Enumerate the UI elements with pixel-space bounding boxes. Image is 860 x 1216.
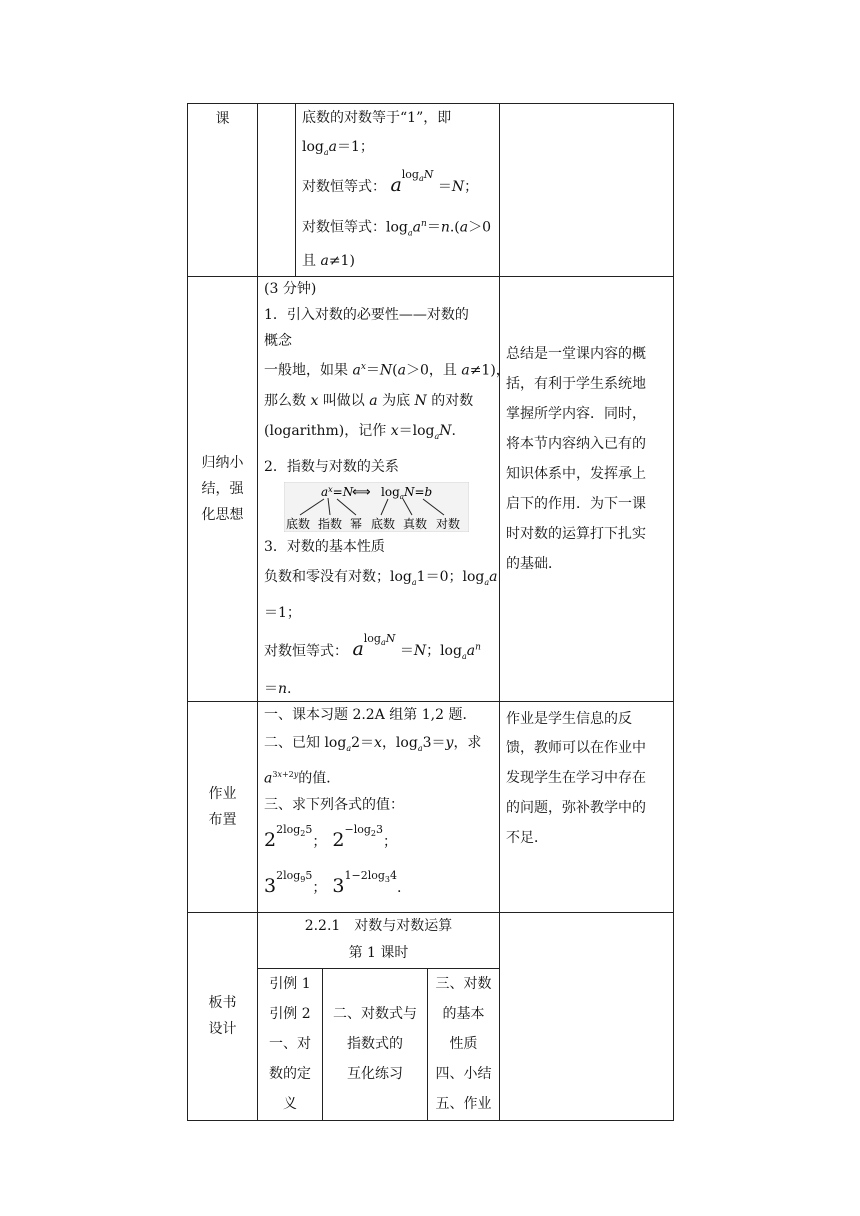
ke-line-3: [296, 167, 499, 210]
ke-identity-formula: $a^{log_aN}$: [390, 167, 434, 196]
summary-p3-l1: 负数和零没有对数；$\log_a1=0$；$\log_aa$: [264, 568, 498, 587]
row-label-summary: [188, 277, 258, 702]
board-col1-5: 义: [283, 1096, 297, 1113]
summary-note-6: 启下的作用．为下一课: [506, 496, 646, 513]
summary-note-4: 将本节内容纳入已有的: [506, 436, 646, 453]
board-title: 2.2.1 对数与对数运算: [304, 917, 453, 934]
board-col-1: [258, 968, 323, 1120]
diagram-label-power: 幂: [350, 516, 363, 531]
homework-expr-c: $3^{2log_95}$: [264, 868, 313, 897]
summary-note-3: 掌握所学内容．同时，: [506, 406, 646, 423]
board-col3-4: 四、小结: [435, 1066, 492, 1083]
board-col-2: [323, 968, 428, 1120]
summary-note-1: 总结是一堂课内容的概: [506, 346, 646, 363]
homework-line-3: $a^{3x+2y}$的值．: [264, 769, 341, 787]
ke-line-6: 且 a≠1): [302, 253, 355, 270]
row-label-ke-text: 课: [215, 111, 230, 127]
summary-p1-title2: 概念: [264, 333, 292, 350]
board-col2-2: 指数式的: [347, 1036, 403, 1053]
summary-time: (3 分钟): [264, 281, 317, 298]
board-col3-5: 五、作业: [435, 1096, 492, 1113]
homework-expr-a: $2^{2log_25}$: [264, 822, 313, 851]
homework-label-2: 布置: [208, 812, 237, 829]
homework-line-4: 三、求下列各式的值：: [264, 796, 404, 813]
homework-expr-row-1: $2^{2log_25}$； $2^{-log_23}$；: [264, 822, 398, 851]
diagram-label-exponent: 指数: [318, 516, 343, 531]
ke-line-2: $\log_aa=1$；: [302, 139, 374, 157]
summary-p1-l3: (logarithm)，记作 $x=\log_aN$.: [264, 423, 456, 441]
summary-label-3: 化思想: [201, 507, 244, 524]
summary-label-2: 结，强: [201, 481, 244, 498]
row-ke-note: [500, 104, 674, 277]
board-col3-3: 性质: [449, 1036, 478, 1053]
summary-p2-title: 2．指数与对数的关系: [264, 458, 399, 475]
board-note: [500, 912, 674, 1120]
homework-note-2: 馈，教师可以在作业中: [506, 740, 646, 757]
summary-note-8: 的基础．: [506, 556, 562, 573]
ke-identity-rhs: ＝N；: [437, 178, 479, 195]
row-label-ke: [188, 104, 258, 277]
summary-p3-l4: ＝n.: [264, 681, 292, 698]
summary-p1-title: 1．引入对数的必要性——对数的: [264, 307, 469, 324]
lesson-plan-table: [187, 103, 674, 1121]
homework-note-1: 作业是学生信息的反: [506, 711, 632, 728]
homework-label-1: 作业: [208, 786, 237, 803]
summary-note-5: 知识体系中，发挥承上: [506, 466, 646, 483]
summary-p1-l2: 那么数 x 叫做以 a 为底 N 的对数: [264, 393, 474, 410]
board-label-2: 设计: [208, 1021, 237, 1038]
homework-note-5: 不足．: [506, 830, 548, 847]
ke-line-5: 对数恒等式：$\log_aa^n=n.(a>0$: [302, 218, 492, 238]
homework-note: [500, 702, 674, 913]
summary-p3-l2: ＝1；: [264, 604, 301, 621]
board-col2-3: 互化练习: [347, 1066, 403, 1083]
diagram-left-expr: $a^x=N$: [321, 484, 354, 499]
board-label-1: 板书: [208, 995, 237, 1012]
board-col1-3: 一、对: [269, 1036, 311, 1053]
board-col3-2: 的基本: [442, 1006, 485, 1023]
summary-label-1: 归纳小: [201, 455, 244, 472]
exponent-log-diagram: [284, 482, 469, 532]
summary-note: [500, 277, 674, 702]
homework-expr-d: $3^{1-2log_34}$: [332, 868, 398, 897]
board-subtitle: 第 1 课时: [348, 944, 409, 961]
summary-identity-label: 对数恒等式：: [264, 643, 348, 660]
homework-line-1: 一、课本习题 2.2A 组第 1,2 题．: [264, 707, 477, 724]
board-col-3: [428, 968, 500, 1120]
ke-identity-label: 对数恒等式：: [302, 178, 386, 195]
row-label-homework: [188, 702, 258, 913]
board-col1-1: 引例 1: [269, 976, 311, 993]
summary-content: [258, 277, 510, 702]
summary-p3-l3: [258, 628, 499, 677]
board-inner-table: [258, 968, 499, 1120]
row-ke-text-cell: [296, 104, 500, 276]
diagram-label-base2: 底数: [371, 516, 396, 531]
homework-content: [258, 702, 500, 913]
summary-identity-rhs: ＝N；$\log_aa^n$: [399, 642, 481, 662]
row-ke-content: [258, 104, 500, 277]
summary-identity-formula: $a^{log_aN}$: [352, 632, 396, 661]
diagram-label-base1: 底数: [286, 516, 311, 531]
board-content: [258, 912, 500, 1120]
summary-note-2: 括，有利于学生系统地: [506, 376, 646, 393]
diagram-label-antilog: 真数: [403, 516, 428, 531]
homework-note-3: 发现学生在学习中存在: [506, 770, 646, 787]
ke-line-1: 底数的对数等于“1”，即: [302, 110, 452, 126]
row-label-board: [188, 912, 258, 1120]
diagram-right-expr: $\log_aN=b$: [381, 484, 433, 501]
row-ke-split: [258, 104, 499, 276]
diagram-svg: [284, 482, 469, 532]
diagram-double-arrow: ⟺: [352, 484, 371, 500]
board-col3-1: 三、对数: [435, 976, 492, 993]
board-col1-2: 引例 2: [269, 1006, 311, 1023]
summary-p3-title: 3．对数的基本性质: [264, 538, 385, 555]
homework-expr-b: $2^{-log_23}$: [332, 822, 384, 851]
board-col1-4: 数的定: [269, 1066, 311, 1083]
homework-note-4: 的问题，弥补教学中的: [506, 800, 646, 817]
homework-expr-row-2: $3^{2log_95}$； $3^{1-2log_34}$.: [264, 868, 402, 897]
summary-note-7: 时对数的运算打下扎实: [506, 526, 646, 543]
board-col2-1: 二、对数式与: [333, 1006, 417, 1023]
homework-line-2: 二、已知 $\log_a2=x$，$\log_a3=y$，求: [264, 735, 482, 753]
row-ke-empty-cell: [258, 104, 296, 276]
diagram-label-log: 对数: [436, 516, 461, 531]
summary-p1-l1: 一般地，如果 $a^x=N(a>0$，且 a≠1)，: [264, 362, 510, 380]
